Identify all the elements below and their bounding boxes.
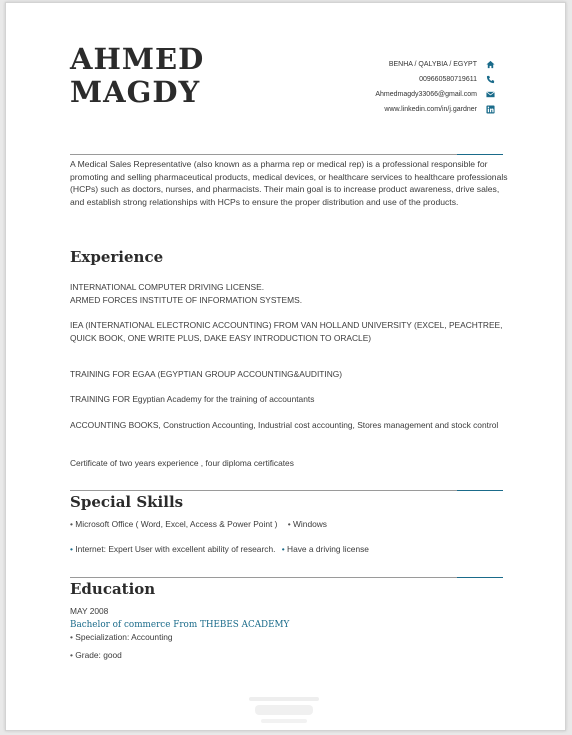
watermark-logo	[247, 691, 327, 731]
skills-row-1	[70, 519, 327, 529]
experience-line-2: ARMED FORCES INSTITUTE OF INFORMATION SYSTEMS.	[70, 295, 303, 305]
candidate-name	[70, 43, 204, 109]
experience-line-1: INTERNATIONAL COMPUTER DRIVING LICENSE.	[70, 282, 265, 292]
skills-row-2	[70, 544, 369, 554]
envelope-icon	[486, 90, 495, 99]
education-specialization: • Specialization: Accounting	[70, 632, 173, 642]
linkedin-icon	[486, 105, 495, 114]
contact-block	[275, 57, 495, 117]
skill-item: • Windows	[288, 519, 327, 529]
skills-divider	[70, 490, 503, 491]
skill-item: • Have a driving license	[282, 544, 369, 554]
first-name: AHMED	[70, 42, 205, 76]
education-date: MAY 2008	[70, 606, 109, 616]
contact-linkedin	[275, 102, 495, 117]
experience-heading: Experience	[70, 248, 164, 266]
location-text: BENHA / QALYBIA / EGYPT	[388, 61, 477, 68]
contact-phone	[275, 72, 495, 87]
email-text[interactable]: Ahmedmagdy33066@gmail.com	[375, 91, 477, 98]
skills-heading: Special Skills	[70, 493, 184, 511]
linkedin-text[interactable]: www.linkedin.com/in/j.gardner	[384, 106, 477, 113]
experience-line-3: IEA (INTERNATIONAL ELECTRONIC ACCOUNTING) FROM VAN HOLLAND UNIVERSITY (EXCEL, PEACHTREE, QUICK BOOK, ONE WRITE PLUS, DAKE EASY INTRODUCTION TO ORACLE)	[70, 320, 503, 343]
education-divider	[70, 577, 503, 578]
contact-email	[275, 87, 495, 102]
experience-line-7: Certificate of two years experience , four diploma certificates	[70, 458, 294, 468]
phone-text: 00966058071961​1	[419, 76, 477, 83]
home-icon	[486, 60, 495, 69]
profile-summary: A Medical Sales Representative (also known as a pharma rep or medical rep) is a professional responsible for promoting and selling pharmaceutical products, medical devices, or healthcare services to healthcare professionals (HCPs) such as doctors, nurses, and pharmacists. Their main goal is to increase product awareness, drive sales, and establish strong relationships with HCPs to ensure the proper distribution and use of the products.	[70, 159, 508, 207]
phone-icon	[486, 75, 495, 84]
experience-line-4: TRAINING FOR EGAA (EGYPTIAN GROUP ACCOUNTING&AUDITING)	[70, 369, 343, 379]
experience-line-6: ACCOUNTING BOOKS, Construction Accounting, Industrial cost accounting, Stores management and stock control	[70, 420, 499, 430]
education-grade: • Grade: good	[70, 650, 122, 660]
skill-item: • Internet: Expert User with excellent ability of research.	[70, 544, 275, 554]
skill-item: • Microsoft Office ( Word, Excel, Access & Power Point )	[70, 519, 277, 529]
contact-location	[275, 57, 495, 72]
summary-divider	[70, 154, 503, 155]
education-heading: Education	[70, 580, 156, 598]
resume-page	[5, 2, 566, 731]
last-name: MAGDY	[70, 75, 201, 109]
experience-line-5: TRAINING FOR Egyptian Academy for the training of accountants	[70, 394, 315, 404]
education-degree: Bachelor of commerce From THEBES ACADEMY	[70, 620, 290, 630]
